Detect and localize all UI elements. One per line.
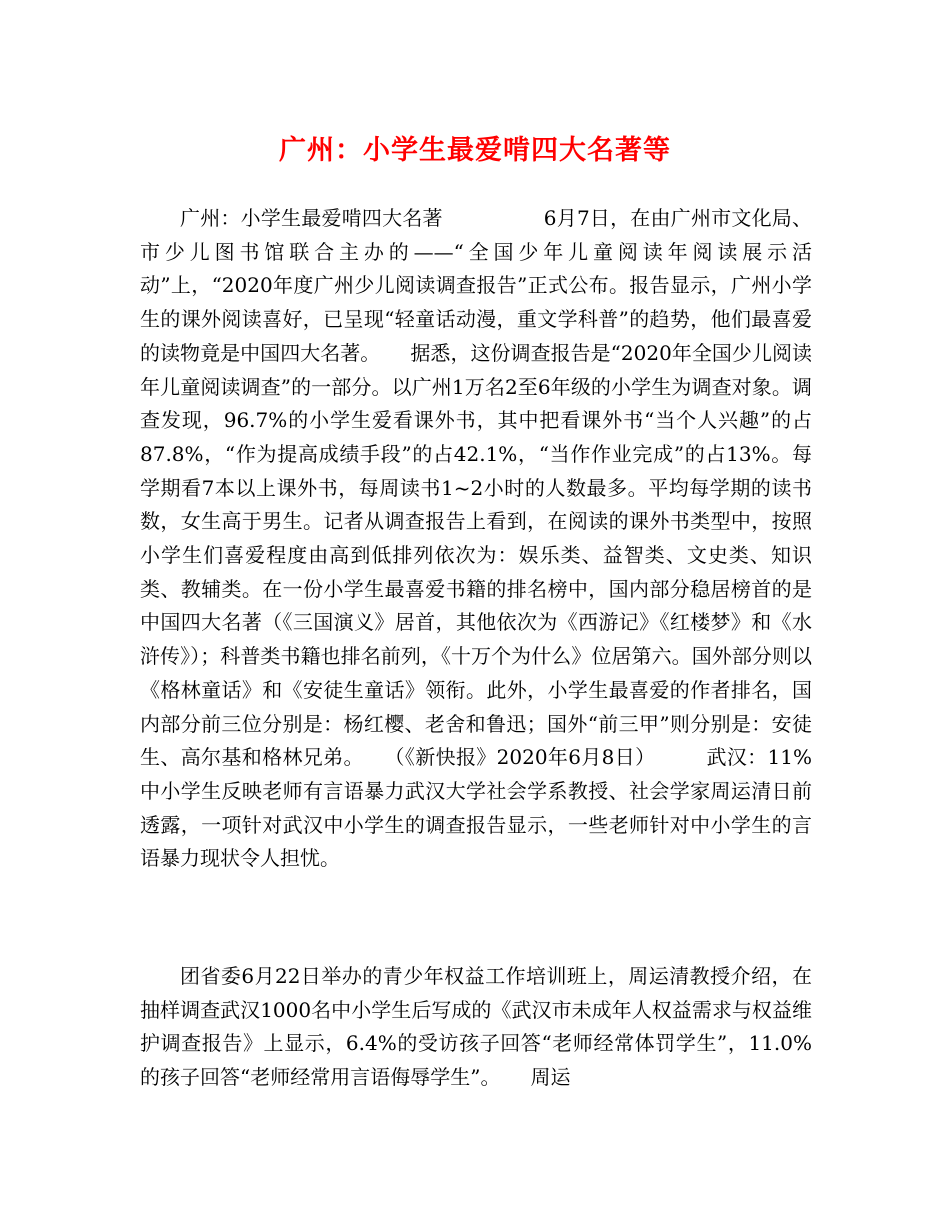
body-paragraph-2: 团省委6月22日举办的青少年权益工作培训班上，周运清教授介绍，在抽样调查武汉1000名中小学生后写成的《武汉市未成年人权益需求与权益维护调查报告》上显示，6.4%的受访孩子回答“老师经常体罚学生”，11.0%的孩子回答“老师经常用言语侮辱学生”。 周运: [140, 964, 812, 1090]
document-title: 广州：小学生最爱啃四大名著等: [279, 135, 671, 166]
body-paragraph-1: 广州：小学生最爱啃四大名著 6月7日，在由广州市文化局、市少儿图书馆联合主办的——“全国少年儿童阅读年阅读展示活动”上，“2020年度广州少儿阅读调查报告”正式公布。报告显示，广州小学生的课外阅读喜好，已呈现“轻童话动漫，重文学科普”的趋势，他们最喜爱的读物竟是中国四大名著。 据悉，这份调查报告是“2020年全国少儿阅读年儿童阅读调查”的一部分。以广州1万名2至6年级的小学生为调查对象。调查发现，96.7%的小学生爱看课外书，其中把看课外书“当个人兴趣”的占87.8%，“作为提高成绩手段”的占42.1%，“当作作业完成”的占13%。每学期看7本以上课外书，每周读书1~2小时的人数最多。平均每学期的读书数，女生高于男生。记者从调查报告上看到，在阅读的课外书类型中，按照小学生们喜爱程度由高到低排列依次为：娱乐类、益智类、文史类、知识类、教辅类。在一份小学生最喜爱书籍的排名榜中，国内部分稳居榜首的是中国四大名著（《三国演义》居首，其他依次为《西游记》《红楼梦》和《水浒传》）；科普类书籍也排名前列，《十万个为什么》位居第六。国外部分则以《格林童话》和《安徒生童话》领衔。此外，小学生最喜爱的作者排名，国内部分前三位分别是：杨红樱、老舍和鲁迅；国外“前三甲”则分别是：安徒生、高尔基和格林兄弟。 （《新快报》2020年6月8日） 武汉：11%中小学生反映老师有言语暴力武汉大学社会学系教授、社会学家周运清日前透露，一项针对武汉中小学生的调查报告显示，一些老师针对中小学生的言语暴力现状令人担忧。: [140, 206, 812, 871]
